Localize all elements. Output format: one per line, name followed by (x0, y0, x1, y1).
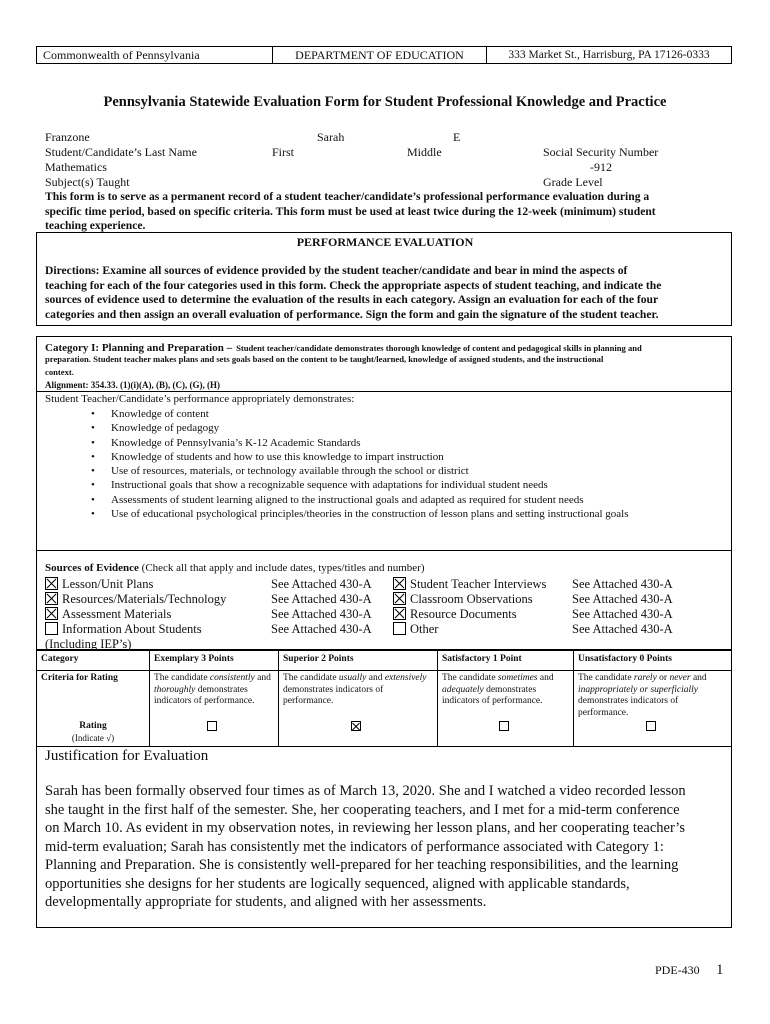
evidence-value: See Attached 430-A (271, 577, 372, 591)
criteria-unsatisfactory: The candidate rarely or never and inappropriately or superficially demonstrates indicators of performance. (574, 671, 732, 722)
category-desc-2: preparation. Student teacher makes plans and sets goals based on the content to be taught/learned, knowledge of assigned students, and the instructional (45, 354, 604, 364)
justification-line: developmentally appropriate for students, and aligned with her assessments. (45, 894, 487, 910)
evidence-value: See Attached 430-A (572, 622, 673, 636)
rating-header: Category (37, 651, 150, 671)
rating-cell-unsatisfactory (574, 721, 732, 747)
evidence-item-label: Assessment Materials (62, 607, 172, 621)
evidence-item-label: Other (410, 622, 439, 636)
candidate-middle: E (453, 130, 461, 144)
justification-line: Sarah has been formally observed four times as of March 13, 2020. She and I watched a video recorded lesson (45, 783, 686, 799)
justification-line: mid-term evaluation; Sarah has consistently met the indicators of performance associated with Category 1: (45, 838, 664, 855)
intro-line-1: This form is to serve as a permanent record of a student teacher/candidate’s professional performance evaluation during a (45, 190, 650, 203)
rating-checkbox-superior[interactable] (351, 721, 361, 731)
rating-cell-superior (279, 721, 438, 747)
evidence-item-label: Resource Documents (410, 607, 517, 621)
justification-line: Planning and Preparation. She is consistently well-prepared for her teaching responsibilities, and the learning (45, 857, 679, 873)
category-title: Category I: Planning and Preparation – (45, 342, 233, 354)
evidence-left-col (45, 577, 226, 637)
directions-line-1: Directions: Examine all sources of evidence provided by the student teacher/candidate and bear in mind the aspects of (45, 264, 628, 277)
rating-header: Satisfactory 1 Point (438, 651, 574, 671)
alignment-value: : 354.33. (1)(i)(A), (B), (C), (G), (H) (85, 380, 220, 390)
evidence-checkbox[interactable] (45, 607, 58, 620)
directions-line-4: categories and then assign an overall evaluation of performance. Sign the form and gain the signature of the student teacher. (45, 308, 659, 321)
alignment (45, 380, 220, 390)
aspect-item: • Assessments of student learning aligned to the instructional goals and adapted as required for student needs (45, 493, 629, 507)
evidence-label: Sources of Evidence (45, 562, 139, 574)
rating-header: Unsatisfactory 0 Points (574, 651, 732, 671)
evidence-right-col (393, 577, 546, 637)
candidate-first-name: Sarah (317, 130, 345, 144)
aspect-item: • Use of resources, materials, or technology available through the school or district (45, 464, 629, 478)
last-name-label: Student/Candidate’s Last Name (45, 145, 197, 159)
ssn-value: -912 (590, 160, 612, 174)
rating-label: Rating (79, 721, 107, 731)
intro-line-2: specific time period, based on specific criteria. This form must be used at least twice during the 12-week (minimum) student (45, 205, 656, 218)
evidence-checkbox[interactable] (393, 592, 406, 605)
directions-line-2: teaching for each of the four categories used in this form. Check the appropriate aspects of student teaching, and indicate the (45, 279, 662, 292)
criteria-satisfactory: The candidate sometimes and adequately demonstrates indicators of performance. (438, 671, 574, 722)
evidence-left-values (271, 577, 372, 637)
rating-checkbox-unsatisfactory[interactable] (646, 721, 656, 731)
justification-text (45, 782, 686, 912)
header-department: DEPARTMENT OF EDUCATION (273, 47, 487, 63)
performance-heading: PERFORMANCE EVALUATION (296, 235, 474, 249)
evidence-value: See Attached 430-A (271, 607, 372, 621)
justification-line: opportunities she designs for her students are logically sequenced, aligned with applicable standards, (45, 875, 630, 892)
grade-label: Grade Level (543, 175, 603, 189)
category-desc-1: Student teacher/candidate demonstrates thorough knowledge of content and pedagogical skills in planning and (236, 343, 642, 353)
evidence-value: See Attached 430-A (271, 592, 372, 606)
aspects-list (45, 407, 629, 521)
rating-header-row (37, 651, 732, 671)
criteria-superior: The candidate usually and extensively demonstrates indicators of performance. (279, 671, 438, 722)
page-number: 1 (716, 962, 724, 978)
aspect-item: • Knowledge of Pennsylvania’s K-12 Academic Standards (45, 436, 629, 450)
middle-label: Middle (407, 145, 442, 159)
intro-line-3: teaching experience. (45, 219, 146, 232)
iep-note: (Including IEP’s) (45, 637, 132, 651)
evidence-right-values (572, 577, 673, 637)
evidence-item (45, 607, 226, 622)
evidence-item (45, 577, 226, 592)
rating-cell-satisfactory (438, 721, 574, 747)
evidence-item-label: Classroom Observations (410, 592, 533, 606)
evidence-item (393, 607, 546, 622)
header-address: 333 Market St., Harrisburg, PA 17126-0333 (508, 49, 710, 61)
evidence-item-label: Information About Students (62, 622, 202, 636)
directions-line-3: sources of evidence used to determine the evaluation of the results in each category. Assign an evaluation for each of the four (45, 293, 659, 306)
rating-checkbox-exemplary[interactable] (207, 721, 217, 731)
aspect-item: • Knowledge of students and how to use this knowledge to impart instruction (45, 450, 629, 464)
evidence-item (45, 622, 226, 637)
justification-line: on March 10. As evident in my observation notes, in reviewing her lesson plans, and her cooperating teacher’s (45, 820, 685, 836)
criteria-label: Criteria for Rating (37, 671, 150, 722)
subject-value: Mathematics (45, 160, 107, 174)
alignment-label: Alignment (45, 380, 86, 390)
aspect-item: • Knowledge of pedagogy (45, 421, 629, 435)
header-agency: Commonwealth of Pennsylvania (37, 47, 273, 63)
evidence-value: See Attached 430-A (271, 622, 372, 636)
criteria-row (37, 671, 732, 722)
rating-checkbox-satisfactory[interactable] (499, 721, 509, 731)
ssn-label: Social Security Number (543, 145, 659, 159)
evidence-checkbox[interactable] (393, 577, 406, 590)
candidate-last-name: Franzone (45, 130, 90, 144)
evidence-checkbox[interactable] (393, 607, 406, 620)
rating-cell-exemplary (150, 721, 279, 747)
rating-header: Superior 2 Points (279, 651, 438, 671)
rating-row (37, 721, 732, 747)
evidence-checkbox[interactable] (45, 577, 58, 590)
evidence-value: See Attached 430-A (572, 607, 673, 621)
evidence-item-label: Resources/Materials/Technology (62, 592, 227, 606)
justification-line: she taught in the first half of the semester. She, her cooperating teachers, and I met for a mid-term conference (45, 801, 680, 818)
rating-label-cell (37, 721, 150, 747)
evidence-checkbox[interactable] (45, 622, 58, 635)
aspect-item: • Use of educational psychological principles/theories in the construction of lesson plans and setting instructional goals (45, 507, 629, 521)
criteria-exemplary: The candidate consistently and thoroughly demonstrates indicators of performance. (150, 671, 279, 722)
evidence-checkbox[interactable] (45, 592, 58, 605)
demonstrates-label: Student Teacher/Candidate’s performance appropriately demonstrates: (45, 393, 355, 405)
evidence-item (393, 592, 546, 607)
evidence-divider (36, 550, 732, 551)
rating-header: Exemplary 3 Points (150, 651, 279, 671)
evidence-heading (45, 562, 425, 574)
aspect-item: • Instructional goals that show a recognizable sequence with adaptations for individual student needs (45, 478, 629, 492)
evidence-item (393, 622, 546, 637)
category-header (45, 340, 642, 355)
evidence-item (393, 577, 546, 592)
evidence-value: See Attached 430-A (572, 577, 673, 591)
aspect-item: • Knowledge of content (45, 407, 629, 421)
form-title: Pennsylvania Statewide Evaluation Form for Student Professional Knowledge and Practice (103, 94, 667, 110)
evidence-value: See Attached 430-A (572, 592, 673, 606)
first-label: First (272, 145, 295, 159)
evidence-item (45, 592, 226, 607)
header-table (36, 46, 732, 64)
evidence-item-label: Lesson/Unit Plans (62, 577, 154, 591)
subject-label: Subject(s) Taught (45, 175, 130, 189)
category-desc-3: context. (45, 367, 74, 377)
evidence-checkbox[interactable] (393, 622, 406, 635)
form-code: PDE-430 (655, 963, 700, 977)
evidence-item-label: Student Teacher Interviews (410, 577, 547, 591)
evidence-note: (Check all that apply and include dates, types/titles and number) (141, 562, 425, 574)
category-divider (36, 391, 732, 392)
justification-heading: Justification for Evaluation (45, 748, 209, 764)
rating-table (36, 650, 732, 747)
indicate-label: (Indicate √) (71, 732, 115, 743)
